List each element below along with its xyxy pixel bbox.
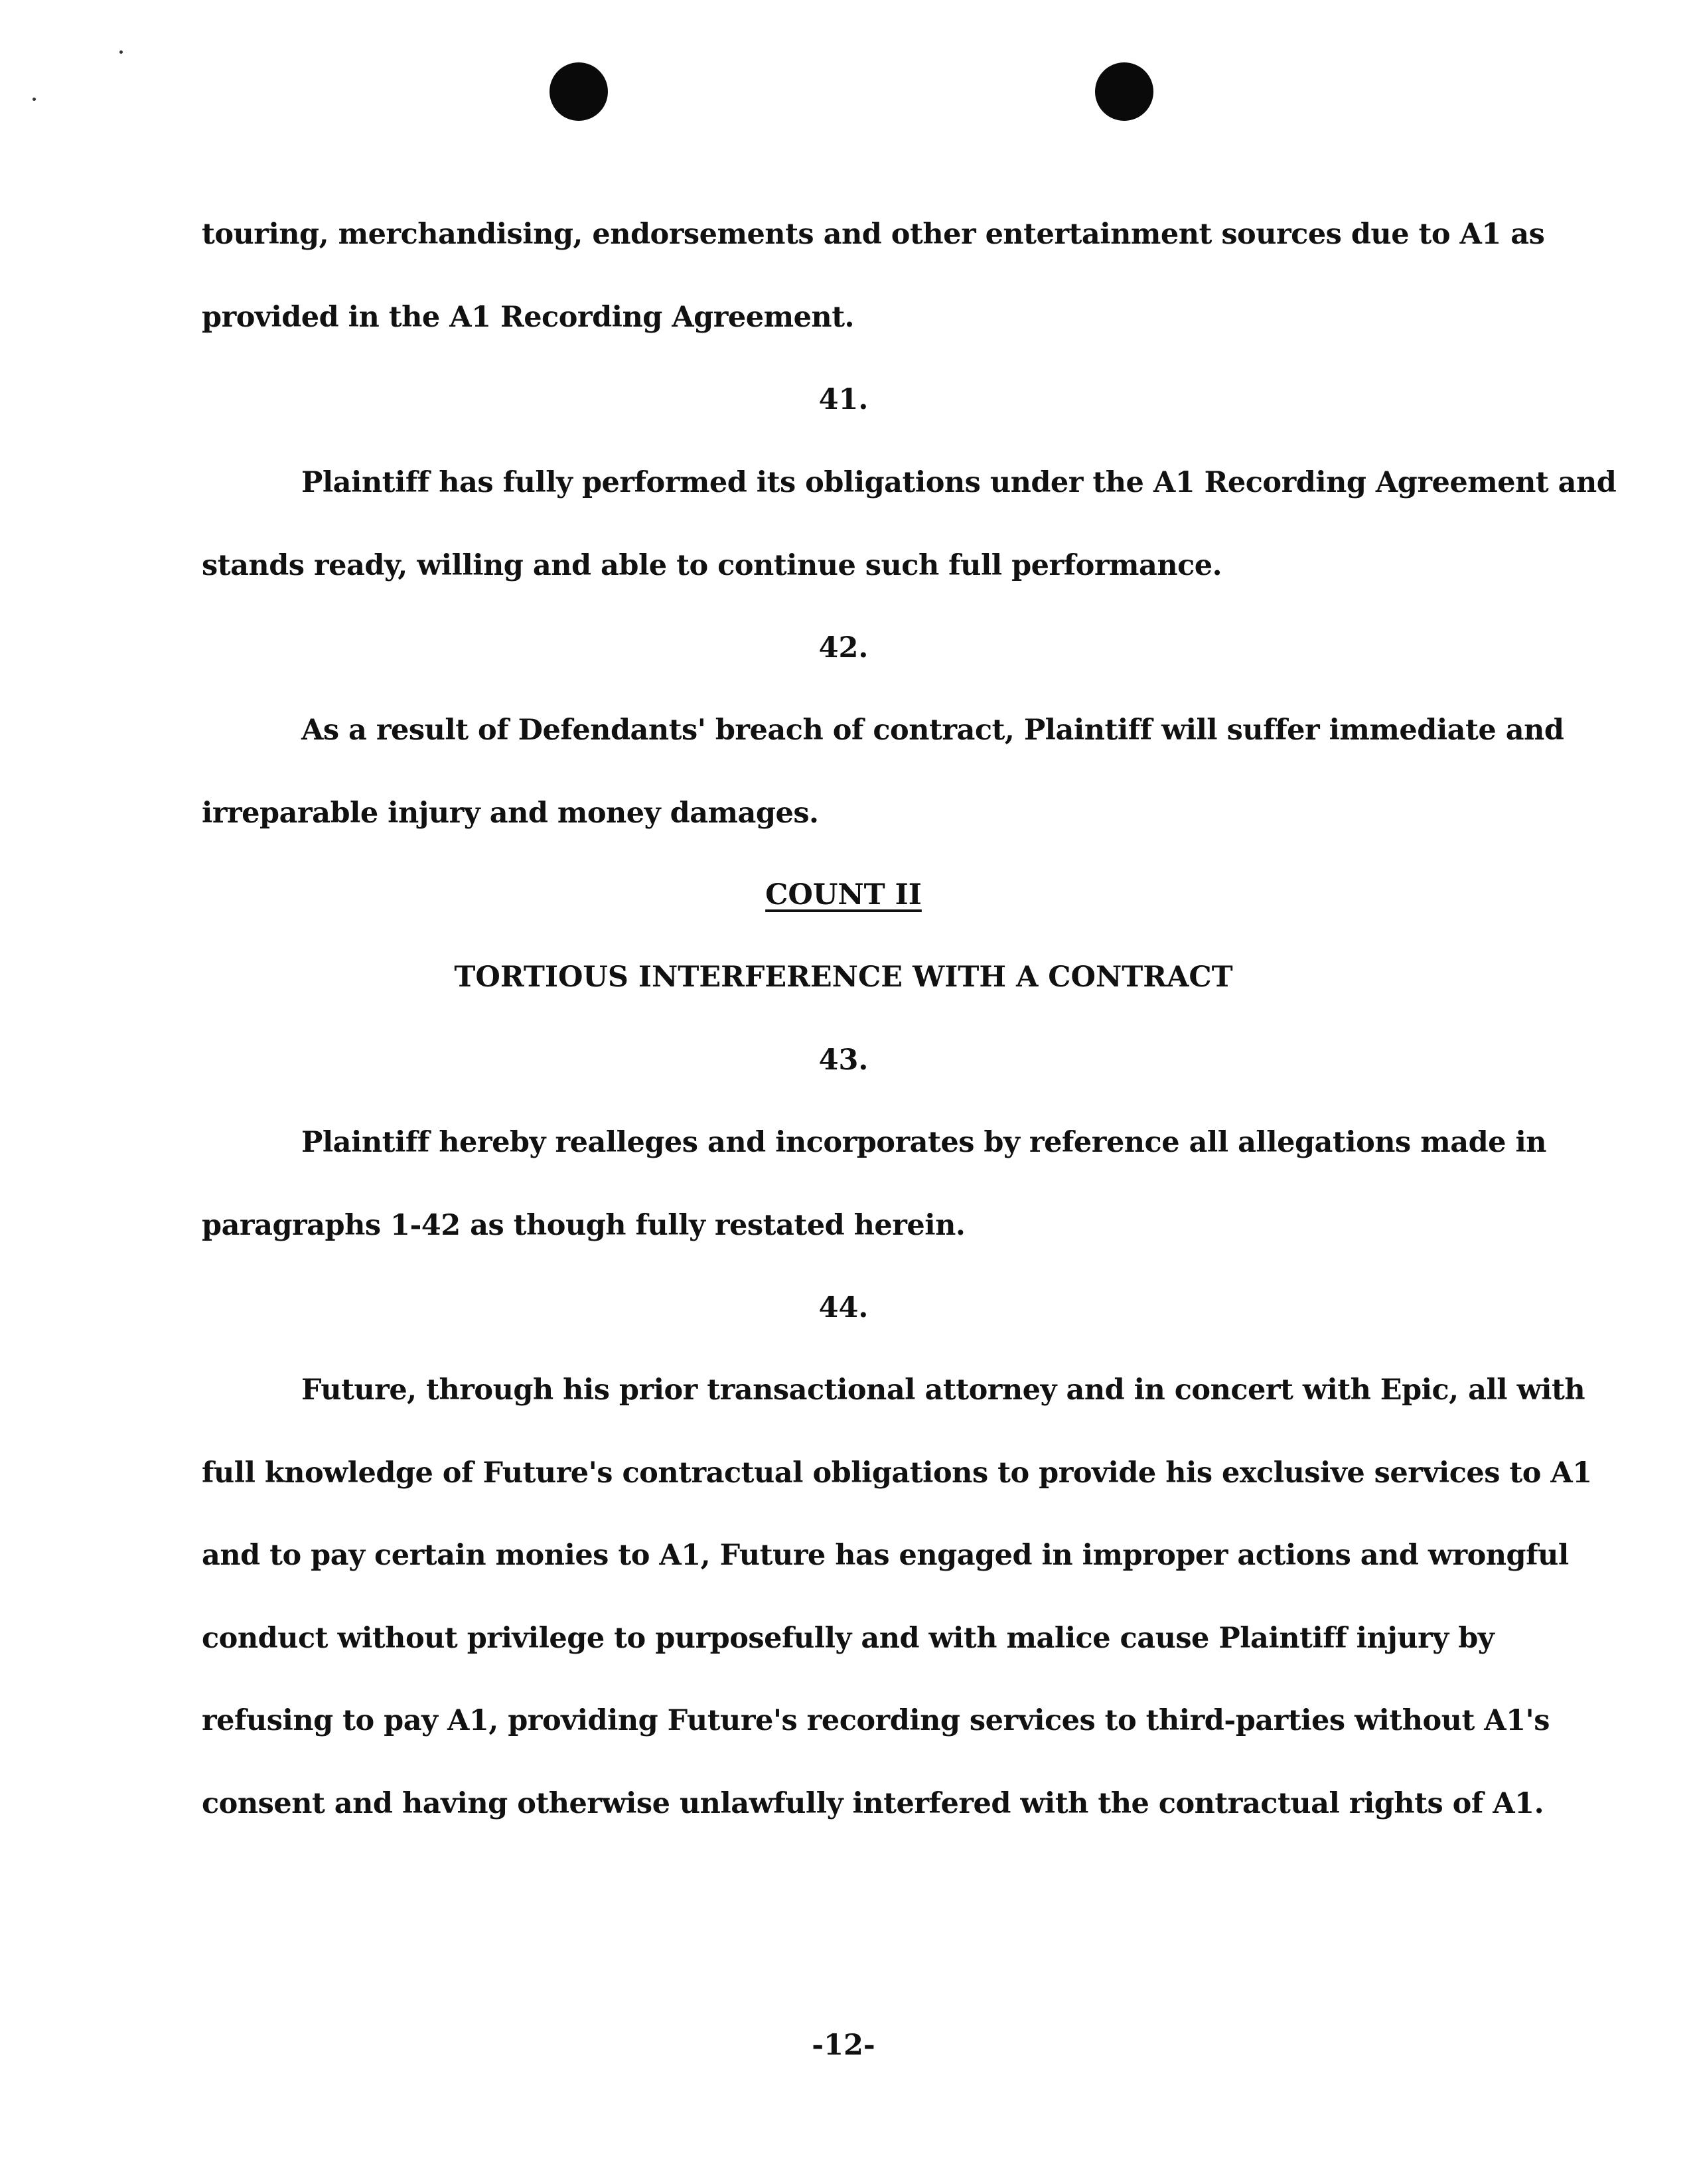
punch-hole-right	[1095, 62, 1153, 121]
body-line: paragraphs 1-42 as though fully restated herein.	[202, 1209, 966, 1242]
body-line: consent and having otherwise unlawfully interfered with the contractual rights of A1.	[202, 1787, 1544, 1820]
paragraph-number: 41.	[818, 383, 869, 416]
body-line: full knowledge of Future's contractual obligations to provide his exclusive services to A1	[202, 1456, 1592, 1490]
paragraph-number: 44.	[818, 1291, 869, 1324]
scan-speck	[119, 50, 123, 54]
body-line: stands ready, willing and able to continue such full performance.	[202, 549, 1222, 582]
count-title: TORTIOUS INTERFERENCE WITH A CONTRACT	[454, 961, 1233, 994]
paragraph-number: 43.	[818, 1044, 869, 1077]
body-line: and to pay certain monies to A1, Future has engaged in improper actions and wrongful	[202, 1539, 1569, 1572]
body-line: irreparable injury and money damages.	[202, 797, 819, 830]
punch-hole-left	[550, 62, 608, 121]
body-line: Future, through his prior transactional attorney and in concert with Epic, all with	[301, 1373, 1585, 1407]
body-line: Plaintiff has fully performed its obligations under the A1 Recording Agreement and	[301, 466, 1617, 499]
count-heading: COUNT II	[765, 878, 922, 911]
body-line: conduct without privilege to purposefully and with malice cause Plaintiff injury by	[202, 1622, 1495, 1655]
body-line: Plaintiff hereby realleges and incorporates by reference all allegations made in	[301, 1126, 1547, 1159]
scan-speck	[33, 98, 36, 101]
body-line: touring, merchandising, endorsements and other entertainment sources due to A1 as	[202, 218, 1545, 251]
body-line: refusing to pay A1, providing Future's recording services to third-parties without A1's	[202, 1704, 1550, 1737]
body-line: provided in the A1 Recording Agreement.	[202, 301, 855, 334]
paragraph-number: 42.	[818, 631, 869, 664]
body-line: As a result of Defendants' breach of contract, Plaintiff will suffer immediate and	[301, 714, 1564, 747]
page-number: -12-	[812, 2029, 875, 2062]
